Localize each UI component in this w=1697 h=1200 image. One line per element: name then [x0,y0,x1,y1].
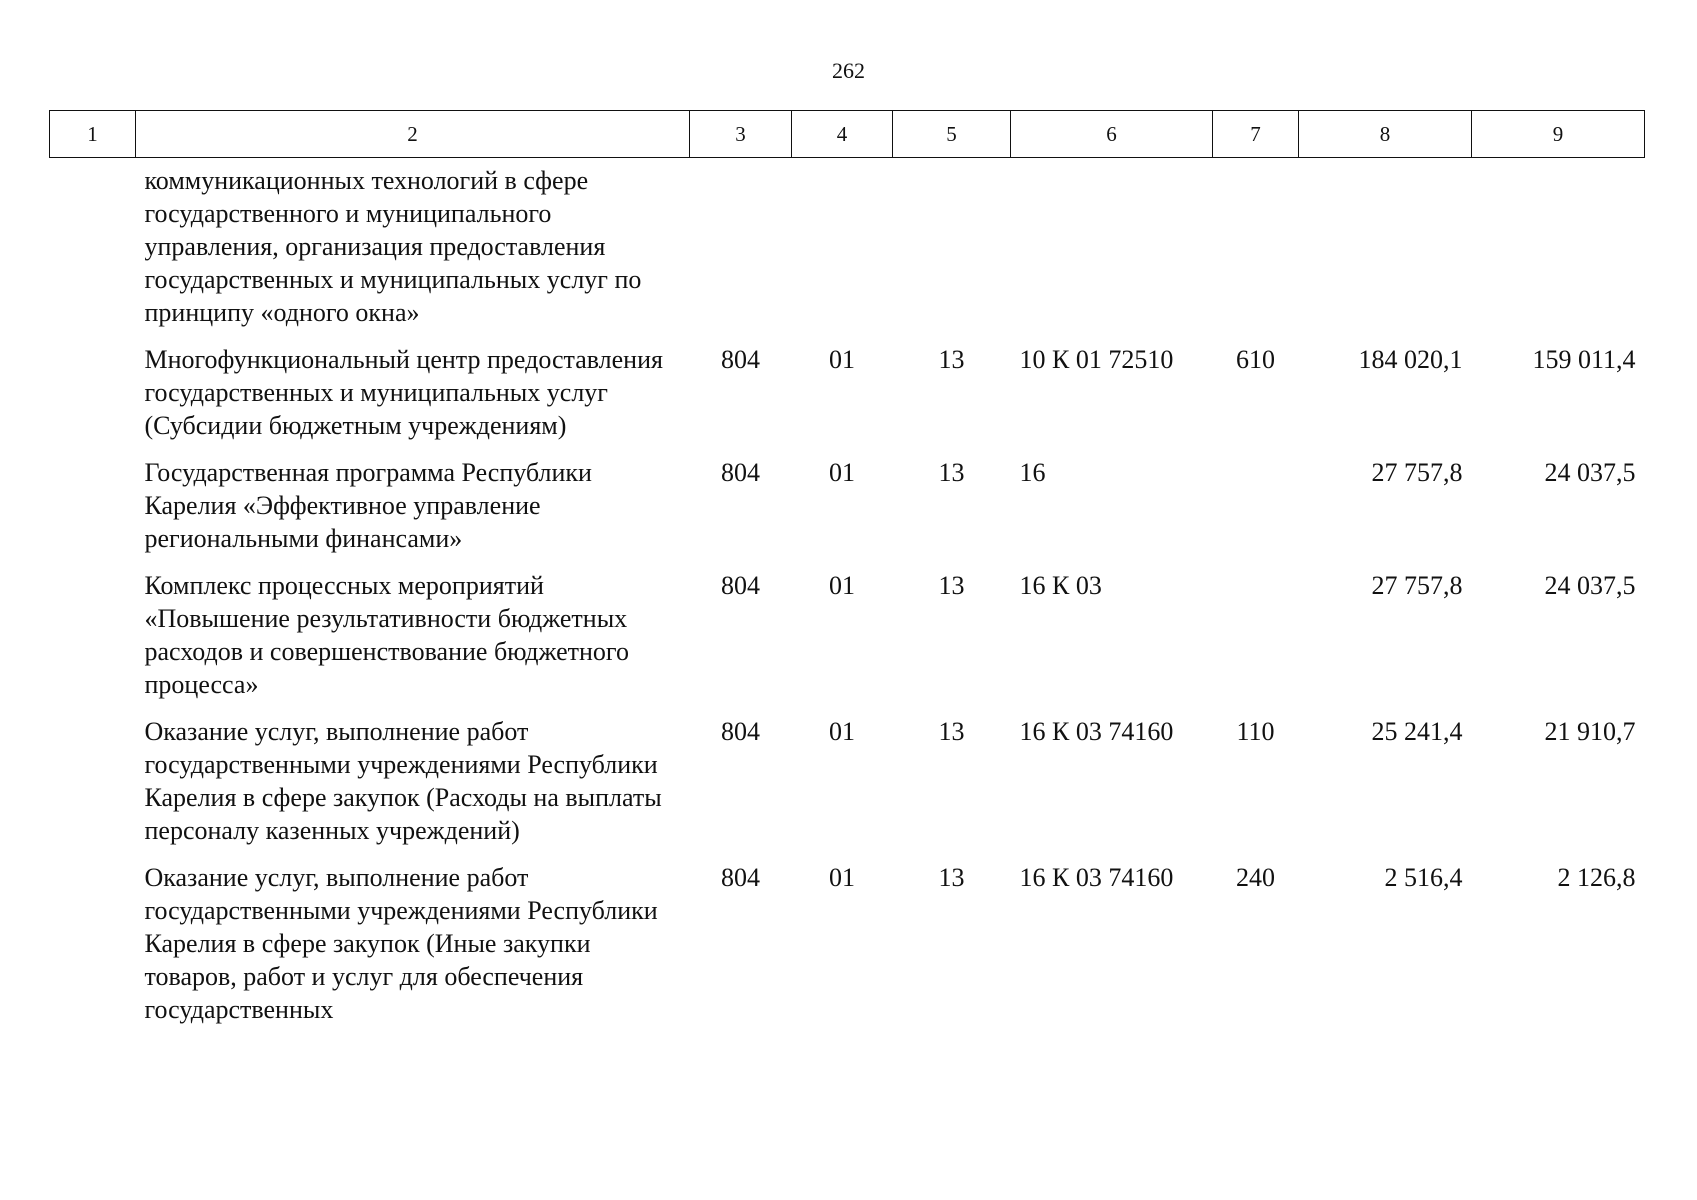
row-ministry-code: 804 [721,571,760,600]
row-amount-year-2: 21 910,7 [1544,717,1636,746]
page-number: 262 [832,58,865,83]
row-section-code [792,158,893,344]
row-amount-year-2 [1472,158,1645,344]
column-header-2: 2 [136,111,690,158]
row-description: Оказание услуг, выполнение работ государственными учреждениями Республики Карелия в сфере закупок (Иные закупки товаров, работ и услуг для обеспечения государственных [144,863,658,1024]
row-description: Комплекс процессных мероприятий «Повышение результативности бюджетных расходов и совершенствование бюджетного процесса» [144,571,629,699]
row-amount-year-2: 24 037,5 [1544,571,1636,600]
row-expense-type [1213,456,1299,569]
row-expense-type: 610 [1236,345,1275,374]
budget-table [49,110,1645,1040]
row-amount-year-2: 24 037,5 [1544,458,1636,487]
row-amount-year-1: 27 757,8 [1371,571,1463,600]
row-expense-type: 240 [1236,863,1275,892]
row-amount-year-1 [1299,158,1472,344]
row-amount-year-1: 2 516,4 [1384,863,1463,892]
row-amount-year-1: 25 241,4 [1371,717,1463,746]
row-ministry-code: 804 [721,458,760,487]
row-subsection-code: 13 [938,863,965,892]
table-row [50,861,1645,1040]
row-subsection-code: 13 [938,458,965,487]
row-section-code: 01 [829,863,855,892]
row-ministry-code: 804 [721,345,760,374]
column-header-4: 4 [792,111,893,158]
row-amount-year-2: 2 126,8 [1557,863,1636,892]
row-description: Государственная программа Республики Карелия «Эффективное управление региональными финансами» [144,458,592,553]
table-row [50,456,1645,569]
column-header-7: 7 [1213,111,1299,158]
row-subsection-code: 13 [938,571,965,600]
row-expense-type: 110 [1236,717,1275,746]
row-target-article [1011,158,1213,344]
row-amount-year-2: 159 011,4 [1532,345,1636,374]
column-header-9: 9 [1472,111,1645,158]
row-target-article: 16 [1019,458,1046,487]
row-section-code: 01 [829,458,855,487]
row-target-article: 16 К 03 74160 [1019,863,1174,892]
column-number-header-row [50,111,1645,158]
row-section-code: 01 [829,571,855,600]
table-row [50,715,1645,861]
table-row [50,158,1645,344]
row-section-code: 01 [829,717,855,746]
row-subsection-code: 13 [938,717,965,746]
row-expense-type [1213,158,1299,344]
column-header-1: 1 [50,111,136,158]
row-subsection-code: 13 [938,345,965,374]
row-ministry-code: 804 [721,717,760,746]
row-ministry-code [690,158,792,344]
row-amount-year-1: 184 020,1 [1358,345,1463,374]
row-description: коммуникационных технологий в сфере государственного и муниципального управления, организация предоставления государственных и муниципальных услуг по принципу «одного окна» [144,166,642,327]
row-amount-year-1: 27 757,8 [1371,458,1463,487]
row-description: Многофункциональный центр предоставления государственных и муниципальных услуг (Субсидии бюджетным учреждениям) [144,345,663,440]
table-row [50,343,1645,456]
row-ministry-code: 804 [721,863,760,892]
column-header-3: 3 [690,111,792,158]
row-section-code: 01 [829,345,855,374]
column-header-8: 8 [1299,111,1472,158]
row-target-article: 10 К 01 72510 [1019,345,1174,374]
row-expense-type [1213,569,1299,715]
table-row [50,569,1645,715]
row-target-article: 16 К 03 74160 [1019,717,1174,746]
column-header-6: 6 [1011,111,1213,158]
row-description: Оказание услуг, выполнение работ государственными учреждениями Республики Карелия в сфере закупок (Расходы на выплаты персоналу казенных учреждений) [144,717,662,845]
row-subsection-code [893,158,1011,344]
row-target-article: 16 К 03 [1019,571,1102,600]
column-header-5: 5 [893,111,1011,158]
